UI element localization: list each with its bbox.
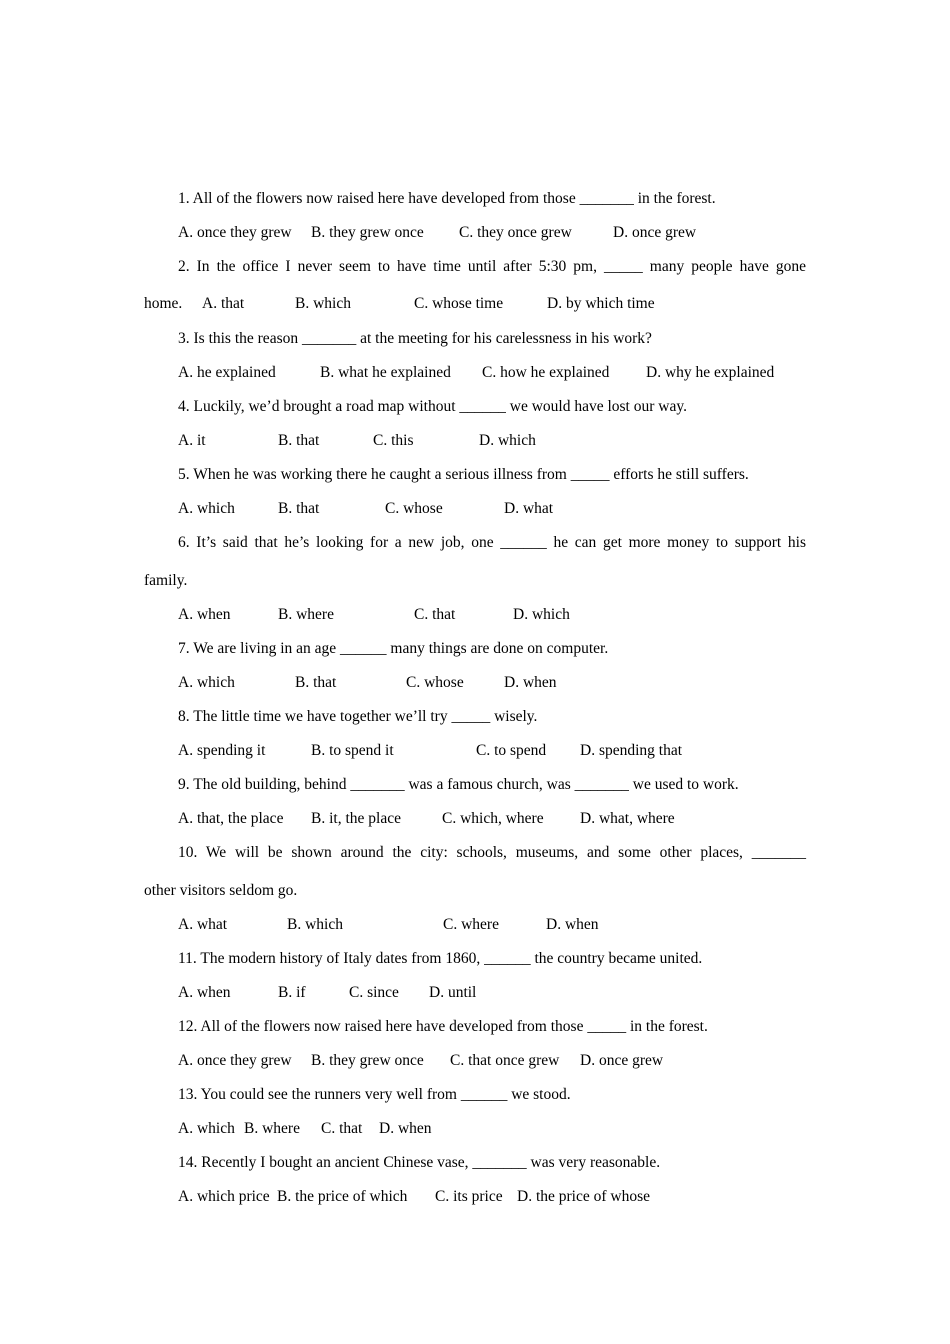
option-c: C. how he explained — [482, 364, 610, 381]
option-b: B. that — [278, 432, 320, 449]
option-d: D. which — [479, 432, 536, 449]
option-a: A. which — [178, 1120, 235, 1137]
question-stem: 6. It’s said that he’s looking for a new job, one ______ he can get more money to support his — [178, 534, 806, 551]
question-stem-continuation: family. — [144, 572, 188, 589]
option-d: D. once grew — [613, 224, 697, 241]
option-c: C. that — [321, 1120, 363, 1137]
option-b: B. they grew once — [311, 224, 424, 241]
option-b: B. if — [278, 984, 306, 1001]
option-a: A. once they grew — [178, 1052, 292, 1069]
option-c: C. since — [349, 984, 399, 1001]
option-a: A. he explained — [178, 364, 276, 381]
option-a: A. when — [178, 606, 231, 623]
option-b: B. that — [278, 500, 320, 517]
option-b: B. where — [278, 606, 334, 623]
option-d: D. spending that — [580, 742, 683, 759]
option-d: D. what, where — [580, 810, 675, 827]
question-stem: 4. Luckily, we’d brought a road map without ______ we would have lost our way. — [178, 398, 687, 415]
question-stem: 11. The modern history of Italy dates from 1860, ______ the country became united. — [178, 950, 703, 967]
question-stem: 7. We are living in an age ______ many things are done on computer. — [178, 640, 609, 657]
option-a: A. it — [178, 432, 206, 449]
option-c: C. its price — [435, 1188, 503, 1205]
option-c: C. they once grew — [459, 224, 572, 241]
option-b: B. the price of which — [277, 1188, 408, 1205]
option-d: D. the price of whose — [517, 1188, 650, 1205]
option-d: D. when — [546, 916, 599, 933]
option-b: B. they grew once — [311, 1052, 424, 1069]
option-b: B. it, the place — [311, 810, 401, 827]
option-b: B. what he explained — [320, 364, 451, 381]
option-b: B. which — [287, 916, 343, 933]
question-stem: 12. All of the flowers now raised here have developed from those _____ in the forest. — [178, 1018, 708, 1035]
question-stem: 9. The old building, behind _______ was a famous church, was _______ we used to work. — [178, 776, 739, 793]
question-stem: 8. The little time we have together we’ll try _____ wisely. — [178, 708, 538, 725]
question-stem: 3. Is this the reason _______ at the meeting for his carelessness in his work? — [178, 330, 652, 347]
option-d: D. when — [504, 674, 557, 691]
option-c: C. to spend — [476, 742, 547, 759]
question-stem: 2. In the office I never seem to have time until after 5:30 pm, _____ many people have gone — [178, 258, 806, 275]
option-c: C. that — [414, 606, 456, 623]
option-c: C. that once grew — [450, 1052, 560, 1069]
question-stem-continuation: home. — [144, 295, 183, 312]
question-stem: 13. You could see the runners very well from ______ we stood. — [178, 1086, 571, 1103]
option-a: A. which — [178, 500, 235, 517]
option-b: B. that — [295, 674, 337, 691]
option-c: C. this — [373, 432, 414, 449]
option-a: A. what — [178, 916, 228, 933]
question-stem: 1. All of the flowers now raised here have developed from those _______ in the forest. — [178, 190, 716, 207]
option-c: C. whose — [385, 500, 443, 517]
option-b: B. which — [295, 295, 351, 312]
question-stem: 5. When he was working there he caught a serious illness from _____ efforts he still suffers. — [178, 466, 749, 483]
question-stem-continuation: other visitors seldom go. — [144, 882, 298, 899]
option-b: B. to spend it — [311, 742, 394, 759]
option-a: A. spending it — [178, 742, 266, 759]
question-stem: 14. Recently I bought an ancient Chinese vase, _______ was very reasonable. — [178, 1154, 661, 1171]
option-d: D. by which time — [547, 295, 655, 312]
option-c: C. where — [443, 916, 499, 933]
option-a: A. that — [202, 295, 245, 312]
option-d: D. when — [379, 1120, 432, 1137]
option-d: D. once grew — [580, 1052, 664, 1069]
option-d: D. why he explained — [646, 364, 775, 381]
option-a: A. that, the place — [178, 810, 284, 827]
question-stem: 10. We will be shown around the city: schools, museums, and some other places, _______ — [178, 844, 806, 861]
option-c: C. which, where — [442, 810, 544, 827]
option-d: D. what — [504, 500, 554, 517]
option-a: A. which price — [178, 1188, 270, 1205]
option-c: C. whose — [406, 674, 464, 691]
option-a: A. when — [178, 984, 231, 1001]
option-a: A. once they grew — [178, 224, 292, 241]
option-d: D. which — [513, 606, 570, 623]
option-d: D. until — [429, 984, 477, 1001]
option-b: B. where — [244, 1120, 300, 1137]
option-a: A. which — [178, 674, 235, 691]
option-c: C. whose time — [414, 295, 504, 312]
